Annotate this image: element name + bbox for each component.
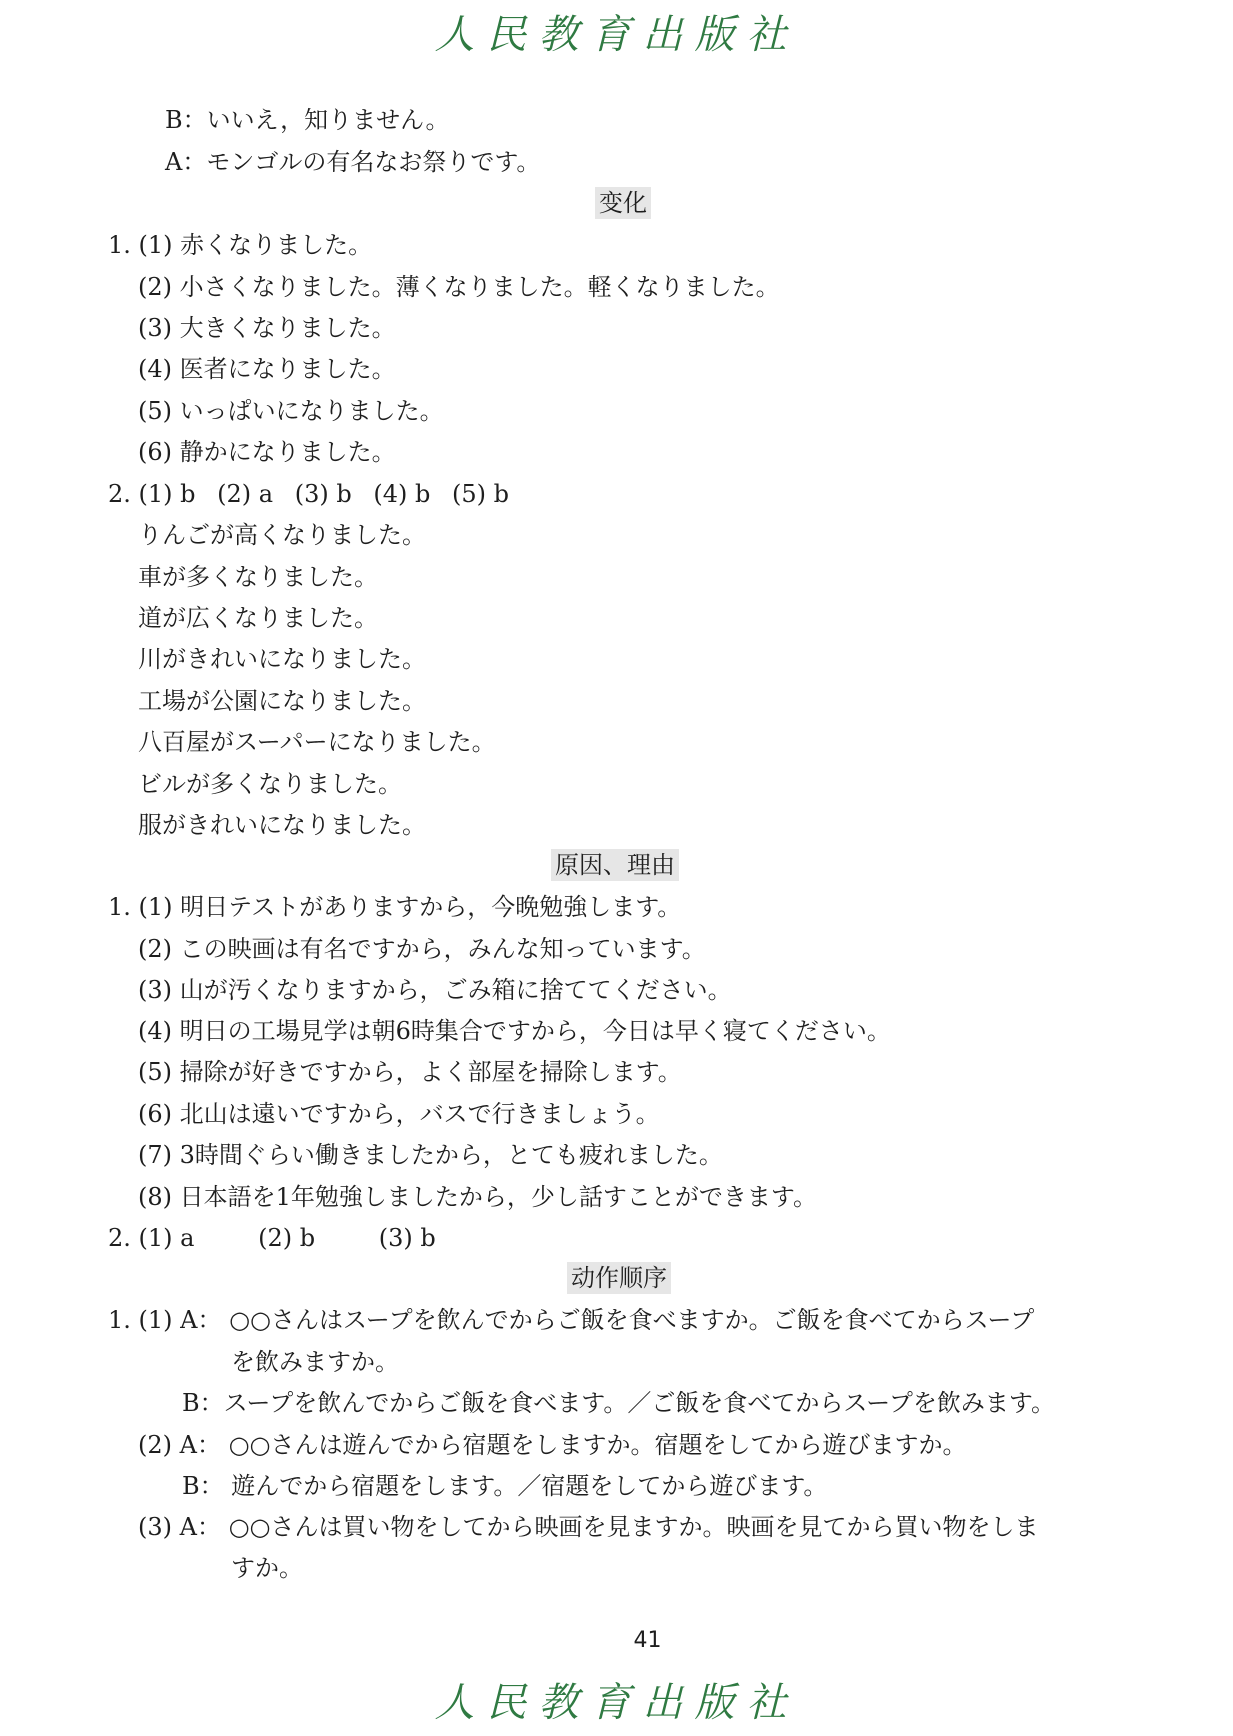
henka-q2-option: (5) b: [452, 480, 510, 508]
junjo-line: (3) A： ○○さんは買い物をしてから映画を見ますか。映画を見てから買い物をしま: [138, 1513, 1039, 1541]
riyuu-q1-line: (3) 山が汚くなりますから，ごみ箱に捨ててください。: [138, 976, 732, 1004]
henka-q1-line: (3) 大きくなりました。: [138, 314, 396, 342]
henka-q2-sentence: 服がきれいになりました。: [138, 811, 426, 839]
publisher-logo-bottom: 人民教育出版社: [434, 1680, 799, 1726]
riyuu-q1-line: (4) 明日の工場見学は朝6時集合ですから，今日は早く寝てください。: [138, 1017, 891, 1045]
henka-q2-option: (3) b: [294, 480, 352, 508]
riyuu-q2-answers: [108, 1221, 436, 1255]
riyuu-q1-line: (7) 3時間ぐらい働きましたから，とても疲れました。: [138, 1141, 723, 1169]
junjo-line: 1. (1) A： ○○さんはスープを飲んでからご飯を食べますか。ご飯を食べてからスープ: [108, 1306, 1035, 1334]
henka-q2-sentence: 八百屋がスーパーになりました。: [138, 728, 496, 756]
junjo-line: B： 遊んでから宿題をします。／宿題をしてから遊びます。: [182, 1472, 828, 1500]
henka-q1-line: 1. (1) 赤くなりました。: [108, 231, 373, 259]
junjo-line: B：スープを飲んでからご飯を食べます。／ご飯を食べてからスープを飲みます。: [182, 1389, 1055, 1417]
riyuu-q1-line: (6) 北山は遠いですから，バスで行きましょう。: [138, 1100, 660, 1128]
junjo-line: すか。: [231, 1554, 303, 1582]
intro-a-line: A：モンゴルの有名なお祭りです。: [165, 148, 541, 176]
riyuu-q2-label: 2. (1) a: [108, 1224, 195, 1252]
junjo-line: (2) A： ○○さんは遊んでから宿題をしますか。宿題をしてから遊びますか。: [138, 1431, 967, 1459]
henka-q2-sentence: 川がきれいになりました。: [138, 645, 426, 673]
henka-q2-answers: [108, 477, 509, 511]
riyuu-q1-line: (8) 日本語を1年勉強しましたから，少し話すことができます。: [138, 1183, 817, 1211]
henka-q1-line: (4) 医者になりました。: [138, 355, 396, 383]
section-title-junjo: 动作顺序: [567, 1262, 671, 1294]
henka-q2-sentence: りんごが高くなりました。: [138, 521, 426, 549]
henka-q1-line: (2) 小さくなりました。薄くなりました。軽くなりました。: [138, 273, 780, 301]
henka-q2-sentence: ビルが多くなりました。: [138, 770, 402, 798]
henka-q1-line: (5) いっぱいになりました。: [138, 397, 444, 425]
henka-q2-label: 2. (1) b: [108, 480, 196, 508]
section-title-henka: 变化: [595, 187, 651, 219]
junjo-line: を飲みますか。: [231, 1348, 399, 1376]
riyuu-q1-line: 1. (1) 明日テストがありますから，今晩勉強します。: [108, 893, 682, 921]
riyuu-q1-line: (5) 掃除が好きですから，よく部屋を掃除します。: [138, 1058, 682, 1086]
riyuu-q2-option: (2) b: [258, 1224, 316, 1252]
henka-q2-option: (4) b: [373, 480, 431, 508]
henka-q2-sentence: 道が広くなりました。: [138, 604, 378, 632]
henka-q1-line: (6) 静かになりました。: [138, 438, 396, 466]
riyuu-q1-line: (2) この映画は有名ですから，みんな知っています。: [138, 935, 706, 963]
riyuu-q2-option: (3) b: [378, 1224, 436, 1252]
intro-b-line: B：いいえ，知りません。: [165, 106, 450, 134]
henka-q2-sentence: 車が多くなりました。: [138, 563, 378, 591]
publisher-logo-top: 人民教育出版社: [434, 12, 799, 58]
henka-q2-sentence: 工場が公園になりました。: [138, 687, 426, 715]
section-title-riyuu: 原因、理由: [551, 849, 679, 881]
page-number: 41: [633, 1628, 662, 1653]
henka-q2-option: (2) a: [217, 480, 274, 508]
